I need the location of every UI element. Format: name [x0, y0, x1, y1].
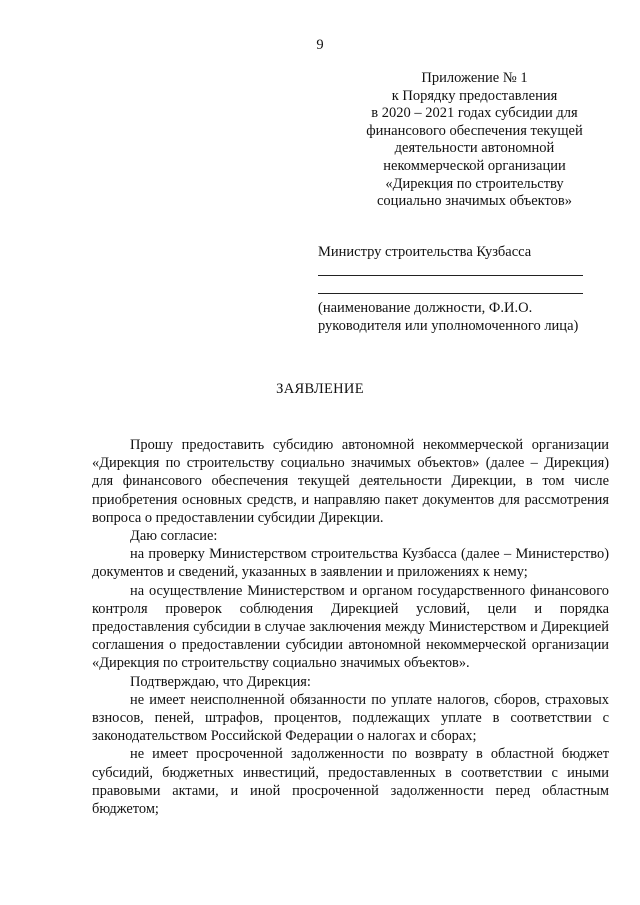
document-title: ЗАЯВЛЕНИЕ — [276, 381, 364, 397]
addressee-hint-line: руководителя или уполномоченного лица) — [318, 317, 579, 334]
blank-fill-line — [318, 293, 583, 294]
addressee-minister: Министру строительства Кузбасса — [318, 244, 532, 260]
body-paragraph: Подтверждаю, что Дирекция: — [130, 673, 311, 690]
addressee-block — [318, 244, 593, 335]
appendix-line: Приложение № 1 — [421, 70, 528, 86]
body-paragraph: на осуществление Министерством и органом государственного финансового контроля проверок соблюдения Дирекцией условий, цели и порядка предоставления субсидии в случае заключения между Министерством и Дирекцией соглашения о предоставлении субсидии автономной некоммерческой организации «Дирекция по строительству социально значимых объектов». — [92, 582, 609, 672]
body-paragraph: не имеет просроченной задолженности по возврату в областной бюджет субсидий, бюджетных инвестиций, предоставленных в соответствии с иными правовыми актами, и иной просроченной задолженности перед областным бюджетом; — [92, 746, 609, 818]
document-body — [92, 436, 609, 818]
appendix-line: «Дирекция по строительству — [385, 175, 564, 192]
body-paragraph: на проверку Министерством строительства Кузбасса (далее – Министерство) документов и сведений, указанных в заявлении и приложениях к нему; — [92, 546, 609, 581]
addressee-hint-line: (наименование должности, Ф.И.О. — [318, 299, 533, 316]
blank-fill-line — [318, 275, 583, 276]
page-number: 9 — [316, 37, 324, 53]
appendix-line: к Порядку предоставления — [391, 87, 558, 104]
body-paragraph: Даю согласие: — [130, 528, 218, 545]
appendix-line: некоммерческой организации — [383, 157, 566, 174]
appendix-line: финансового обеспечения текущей — [366, 122, 583, 139]
appendix-line: социально значимых объектов» — [377, 193, 572, 210]
appendix-header — [342, 70, 607, 211]
addressee-hint — [318, 299, 593, 335]
body-paragraph: не имеет неисполненной обязанности по уплате налогов, сборов, страховых взносов, пеней, штрафов, процентов, подлежащих уплате в соответствии с законодательством Российской Федерации о налогах и сборах; — [92, 691, 609, 745]
appendix-line: в 2020 – 2021 годах субсидии для — [371, 105, 578, 122]
body-paragraph: Прошу предоставить субсидию автономной некоммерческой организации «Дирекция по строительству социально значимых объектов» (далее – Дирекция) для финансового обеспечения текущей деятельности Дирекции, в том числе приобретения основных средств, и направляю пакет документов для рассмотрения вопроса о предоставлении субсидии Дирекции. — [92, 437, 609, 526]
appendix-line: деятельности автономной — [394, 140, 555, 157]
